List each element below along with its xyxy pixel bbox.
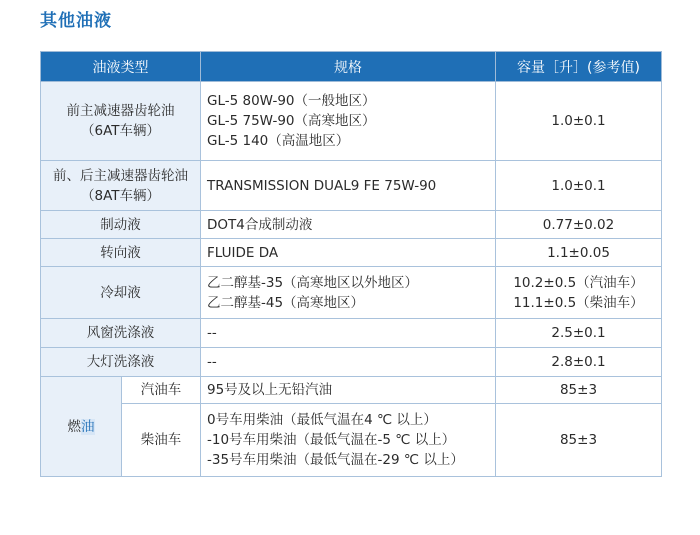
fuel-subtype-text: 汽油车 [140, 382, 182, 398]
spec-text: 乙二醇基-35（高寒地区以外地区） [207, 274, 419, 291]
spec-text: 95号及以上无铅汽油 [207, 382, 333, 398]
capacity-text: 10.2±0.5（汽油车） [513, 274, 644, 291]
header-fluid-type: 油液类型 [41, 52, 201, 82]
spec-text: -- [207, 354, 217, 370]
spec-text: GL-5 80W-90（一般地区） [207, 93, 376, 109]
table-row [41, 404, 662, 477]
spec-cell [201, 239, 496, 267]
fuel-subtype-cell [122, 377, 201, 404]
fluid-type-text: 前主减速器齿轮油 [66, 103, 175, 119]
fuel-subtype-cell [122, 404, 201, 477]
table-row [41, 239, 662, 267]
spec-cell [201, 319, 496, 348]
table-row [41, 348, 662, 377]
capacity-text: 2.8±0.1 [551, 354, 606, 370]
spec-cell [201, 161, 496, 211]
table-row [41, 377, 662, 404]
fluid-type-text: 转向液 [100, 244, 141, 261]
table-row [41, 82, 662, 161]
capacity-text: 11.1±0.5（柴油车） [513, 294, 644, 311]
fuel-label-part1: 燃 [67, 418, 81, 435]
spec-text: -10号车用柴油（最低气温在-5 ℃ 以上） [207, 432, 456, 448]
fluid-type-text: 风窗洗涤液 [86, 325, 155, 341]
fluid-type-text: （6AT车辆） [80, 123, 161, 139]
fuel-type-cell [41, 377, 122, 477]
table-row [41, 319, 662, 348]
capacity-text: 2.5±0.1 [551, 325, 606, 341]
capacity-cell [496, 239, 662, 267]
header-capacity: 容量［升］(参考值) [496, 52, 662, 82]
fluid-type-cell [41, 239, 201, 267]
spec-cell [201, 348, 496, 377]
spec-cell [201, 211, 496, 239]
fluid-type-cell [41, 82, 201, 161]
capacity-cell [496, 377, 662, 404]
page-title: 其他油液 [40, 11, 112, 31]
spec-cell [201, 267, 496, 319]
fluid-type-cell [41, 267, 201, 319]
spec-text: GL-5 140（高温地区） [207, 133, 350, 149]
capacity-cell [496, 161, 662, 211]
fluid-type-cell [41, 161, 201, 211]
capacity-cell [496, 211, 662, 239]
capacity-cell [496, 82, 662, 161]
spec-text: FLUIDE DA [207, 244, 279, 261]
spec-text: DOT4合成制动液 [207, 216, 313, 233]
table-header-row [41, 52, 662, 82]
spec-text: TRANSMISSION DUAL9 FE 75W-90 [207, 177, 437, 194]
capacity-text: 0.77±0.02 [542, 216, 615, 233]
fluid-type-text: 大灯洗涤液 [86, 354, 155, 370]
spec-cell [201, 404, 496, 477]
fluid-type-text: 制动液 [100, 216, 141, 233]
fluids-table [40, 51, 662, 477]
table-row [41, 267, 662, 319]
fluid-type-cell [41, 348, 201, 377]
capacity-text: 1.1±0.05 [547, 244, 610, 261]
spec-text: GL-5 75W-90（高寒地区） [207, 113, 376, 129]
capacity-text: 85±3 [559, 432, 598, 448]
capacity-text: 1.0±0.1 [551, 113, 606, 129]
header-spec: 规格 [201, 52, 496, 82]
fluid-type-text: 冷却液 [100, 284, 141, 301]
capacity-cell [496, 348, 662, 377]
capacity-text: 1.0±0.1 [551, 177, 606, 194]
spec-text: -35号车用柴油（最低气温在-29 ℃ 以上） [207, 452, 464, 468]
capacity-text: 85±3 [559, 382, 598, 398]
table-row [41, 211, 662, 239]
fuel-subtype-text: 柴油车 [140, 432, 182, 448]
fluid-type-cell [41, 211, 201, 239]
spec-cell [201, 377, 496, 404]
table-row [41, 161, 662, 211]
fuel-label-part2: 油 [81, 418, 95, 435]
fluid-type-text: （8AT车辆） [80, 187, 161, 204]
spec-cell [201, 82, 496, 161]
capacity-cell [496, 404, 662, 477]
fluid-type-text: 前、后主减速器齿轮油 [53, 167, 188, 184]
capacity-cell [496, 319, 662, 348]
spec-text: 乙二醇基-45（高寒地区） [207, 294, 365, 311]
fluid-type-cell [41, 319, 201, 348]
spec-text: 0号车用柴油（最低气温在4 ℃ 以上） [207, 412, 437, 428]
capacity-cell [496, 267, 662, 319]
spec-text: -- [207, 325, 217, 341]
